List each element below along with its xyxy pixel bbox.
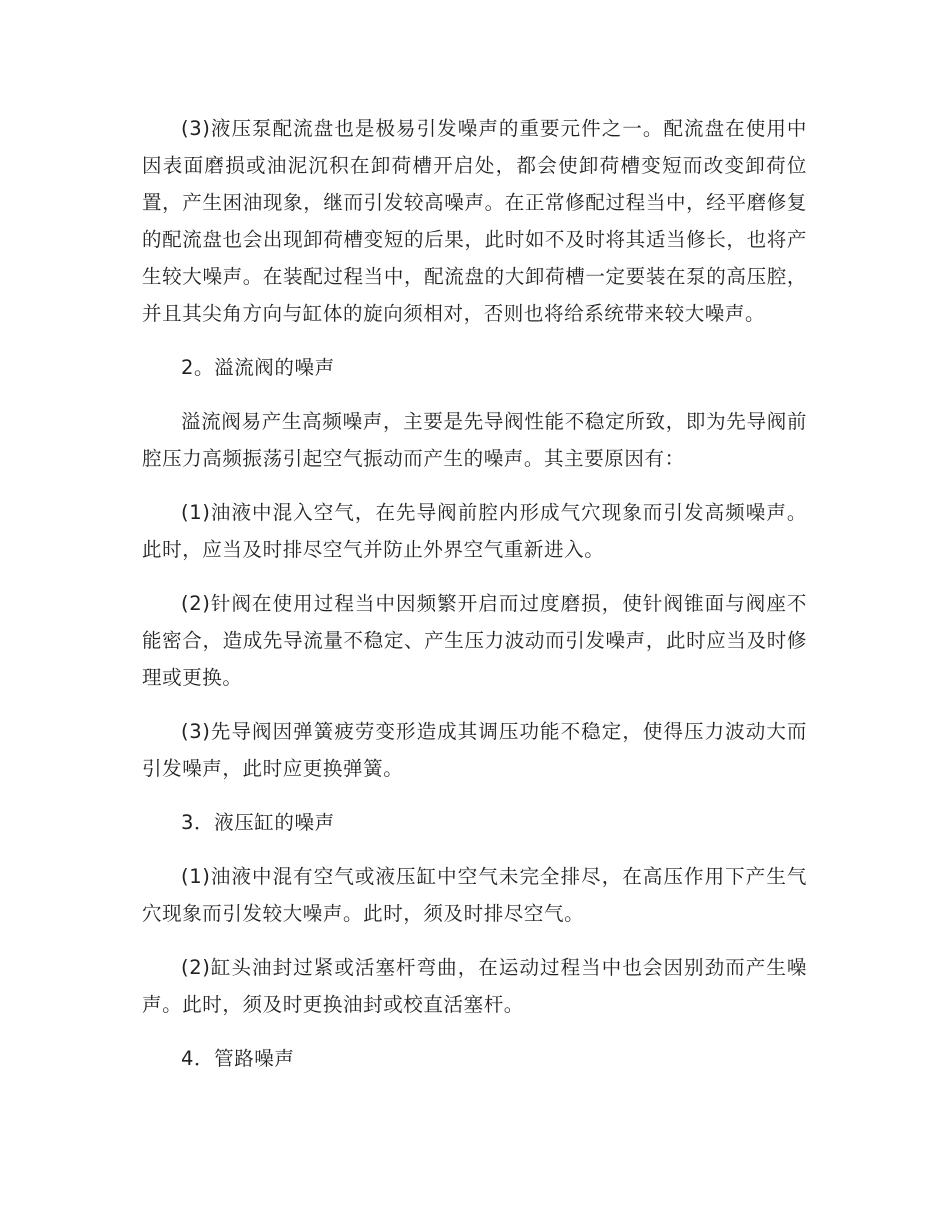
paragraph-relief-valve-intro: 溢流阀易产生高频噪声，主要是先导阀性能不稳定所致，即为先导阀前腔压力高频振荡引起空气振动而产生的噪声。其主要原因有： <box>142 410 807 470</box>
paragraph-relief-valve-cause-3: (3)先导阀因弹簧疲劳变形造成其调压功能不稳定，使得压力波动大而引发噪声，此时应更换弹簧。 <box>142 720 807 780</box>
section-heading-pipeline: 4．管路噪声 <box>181 1047 295 1070</box>
section-heading-cylinder: 3．液压缸的噪声 <box>181 811 335 834</box>
paragraph-cylinder-cause-1: (1)油液中混有空气或液压缸中空气未完全排尽，在高压作用下产生气穴现象而引发较大噪声。此时，须及时排尽空气。 <box>142 865 807 925</box>
section-heading-relief-valve: 2。溢流阀的噪声 <box>181 356 335 379</box>
paragraph-cylinder-cause-2: (2)缸头油封过紧或活塞杆弯曲，在运动过程当中也会因别劲而产生噪声。此时，须及时更换油封或校直活塞杆。 <box>142 956 807 1016</box>
document-body <box>142 110 807 1094</box>
paragraph-pump-valve-plate: (3)液压泵配流盘也是极易引发噪声的重要元件之一。配流盘在使用中因表面磨损或油泥沉积在卸荷槽开启处，都会使卸荷槽变短而改变卸荷位置，产生困油现象，继而引发较高噪声。在正常修配过程当中，经平磨修复的配流盘也会出现卸荷槽变短的后果，此时如不及时将其适当修长，也将产生较大噪声。在装配过程当中，配流盘的大卸荷槽一定要装在泵的高压腔，并且其尖角方向与缸体的旋向须相对，否则也将给系统带来较大噪声。 <box>142 117 807 325</box>
paragraph-relief-valve-cause-1: (1)油液中混入空气，在先导阀前腔内形成气穴现象而引发高频噪声。此时，应当及时排尽空气并防止外界空气重新进入。 <box>142 501 807 561</box>
paragraph-relief-valve-cause-2: (2)针阀在使用过程当中因频繁开启而过度磨损，使针阀锥面与阀座不能密合，造成先导流量不稳定、产生压力波动而引发噪声，此时应当及时修理或更换。 <box>142 592 807 689</box>
